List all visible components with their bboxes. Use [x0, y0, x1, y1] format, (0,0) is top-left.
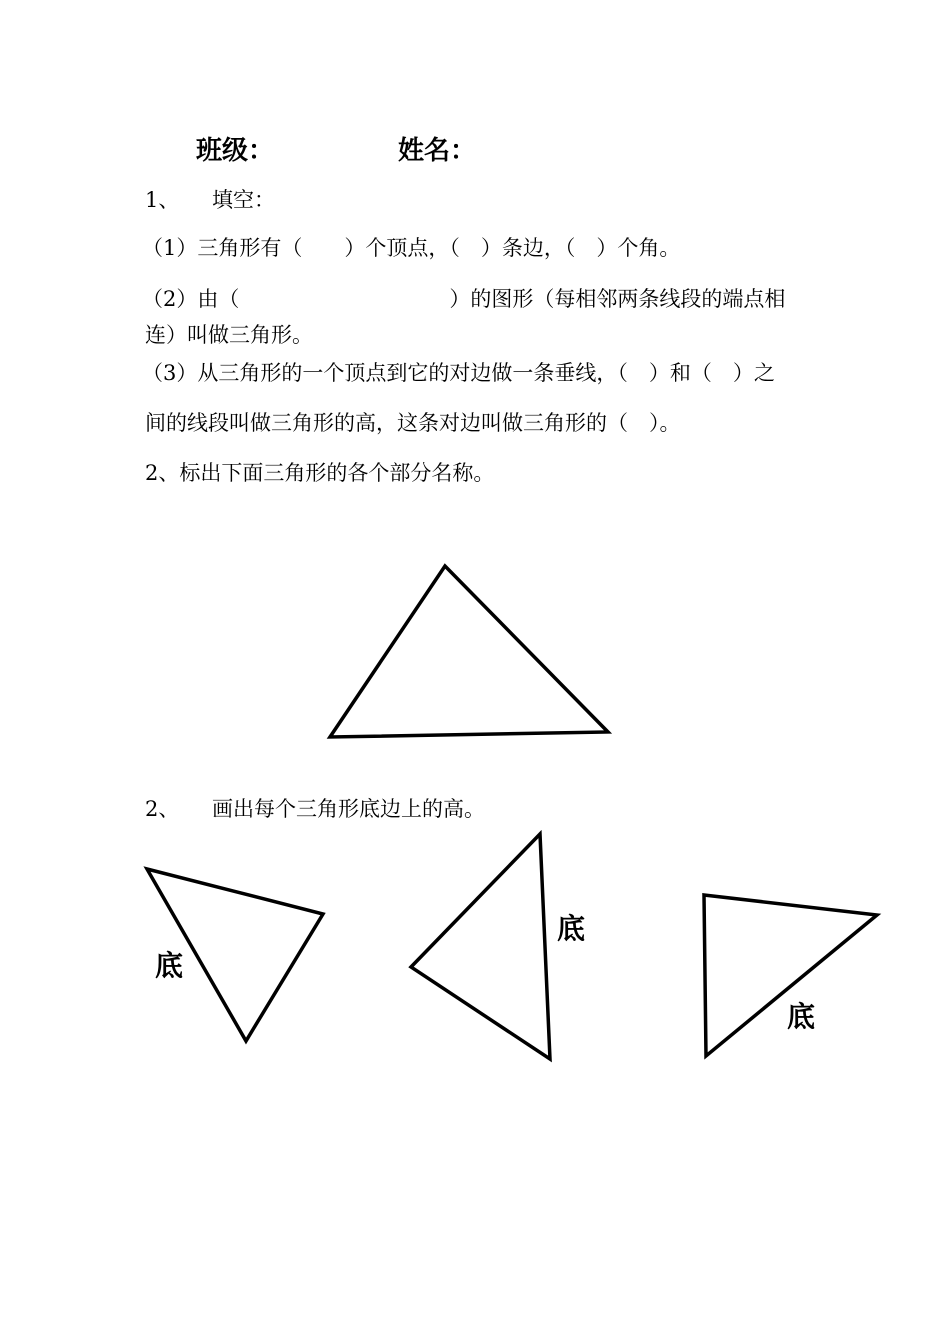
q1-item3-line2: 间的线段叫做三角形的高，这条对边叫做三角形的（ ）。	[145, 411, 681, 435]
q1-item3-line1: （3）从三角形的一个顶点到它的对边做一条垂线，（ ）和（ ）之	[142, 361, 775, 385]
name-label: 姓名：	[398, 136, 477, 166]
base-label-2: 底	[557, 912, 586, 945]
base-label-3: 底	[787, 1000, 816, 1033]
q3-title: 画出每个三角形底边上的高。	[212, 797, 485, 821]
q1-title: 填空：	[212, 188, 275, 212]
q3-number: 2、	[145, 797, 180, 821]
class-label: 班级：	[196, 136, 275, 166]
triangle-label-parts	[330, 566, 608, 737]
q2-text: 2、标出下面三角形的各个部分名称。	[145, 461, 495, 485]
q1-number: 1、	[145, 188, 180, 212]
triangle-height-2	[411, 834, 550, 1059]
q1-item2-line2: 连）叫做三角形。	[145, 323, 313, 347]
base-label-1: 底	[155, 949, 184, 982]
q1-item1: （1）三角形有（ ）个顶点，（ ）条边，（ ）个角。	[142, 236, 681, 260]
q1-item2-line1: （2）由（ ）的图形（每相邻两条线段的端点相	[142, 287, 786, 311]
